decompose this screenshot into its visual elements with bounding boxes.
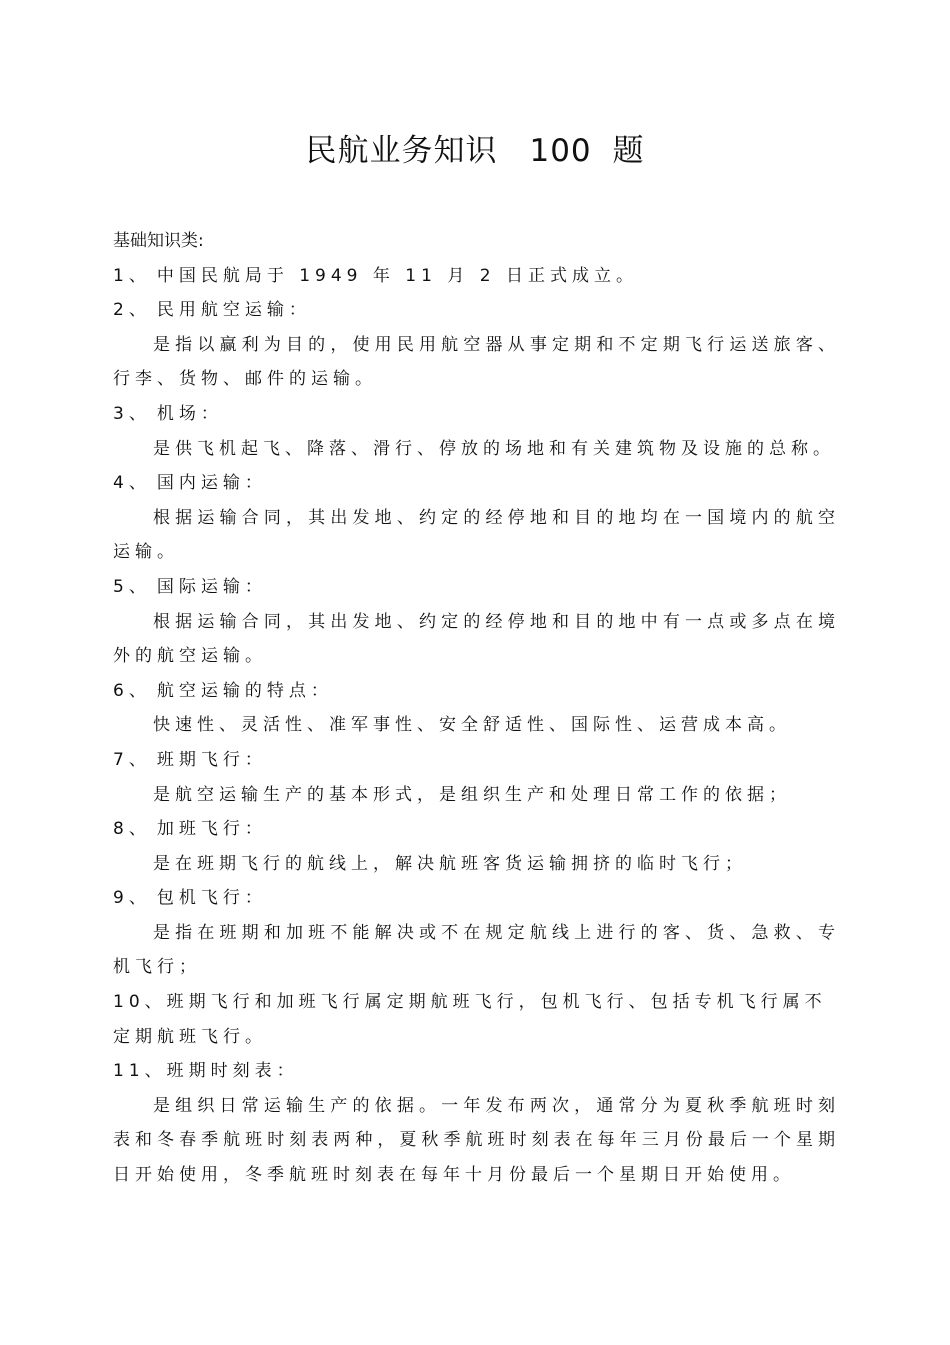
item-7: [113, 743, 840, 778]
item-body: 根据运输合同，其出发地、约定的经停地和目的地中有一点或多点在境外的航空运输。: [113, 611, 840, 667]
item-body: 快速性、灵活性、准军事性、安全舒适性、国际性、运营成本高。: [153, 715, 791, 736]
item-number: 1、: [113, 265, 151, 286]
item-heading: 包机飞行：: [156, 888, 267, 909]
item-number: 10、: [113, 992, 167, 1013]
item-11: [113, 1054, 840, 1089]
item-heading: 机场：: [156, 403, 223, 424]
item-10: [113, 985, 840, 1054]
item-number: 11、: [113, 1061, 167, 1082]
item-number: 8、: [113, 819, 151, 840]
item-9: [113, 881, 840, 916]
item-number: 3、: [113, 403, 151, 424]
item-1: [113, 259, 840, 294]
item-body: 是指在班期和加班不能解决或不在规定航线上进行的客、货、急救、专机飞行；: [113, 922, 840, 978]
item-heading: 国内运输：: [156, 473, 267, 494]
item-body: 是指以赢利为目的，使用民用航空器从事定期和不定期飞行运送旅客、行李、货物、邮件的运输。: [113, 334, 840, 390]
item-3: [113, 397, 840, 432]
item-heading: 班期时刻表：: [166, 1061, 299, 1082]
item-heading: 民用航空运输：: [156, 300, 311, 321]
item-number: 2、: [113, 300, 151, 321]
item-4: [113, 466, 840, 501]
item-8: [113, 812, 840, 847]
item-body: 根据运输合同，其出发地、约定的经停地和目的地均在一国境内的航空运输。: [113, 507, 840, 563]
item-number: 9、: [113, 888, 151, 909]
document-body: [113, 224, 840, 1193]
item-body: 是组织日常运输生产的依据。一年发布两次，通常分为夏秋季航班时刻表和冬春季航班时刻表两种，夏秋季航班时刻表在每年三月份最后一个星期日开始使用，冬季航班时刻表在每年十月份最后一个星期日开始使用。: [113, 1095, 840, 1186]
item-heading: 加班飞行：: [156, 819, 267, 840]
item-heading: 国际运输：: [156, 576, 267, 597]
item-heading: 班期飞行和加班飞行属定期航班飞行，包机飞行、包括专机飞行属不定期航班飞行。: [113, 992, 827, 1047]
item-body: 是在班期飞行的航线上，解决航班客货运输拥挤的临时飞行；: [153, 853, 747, 874]
item-body: 是供飞机起飞、降落、滑行、停放的场地和有关建筑物及设施的总称。: [153, 438, 835, 459]
item-heading: 班期飞行：: [156, 749, 267, 770]
item-6: [113, 674, 840, 709]
item-number: 6、: [113, 680, 151, 701]
page-title: 民航业务知识 100 题: [305, 133, 645, 169]
item-heading: 中国民航局于 1949 年 11 月 2 日正式成立。: [156, 265, 638, 286]
item-heading: 航空运输的特点：: [156, 680, 333, 701]
item-5: [113, 570, 840, 605]
item-number: 7、: [113, 749, 151, 770]
item-number: 5、: [113, 576, 151, 597]
section-heading: 基础知识类:: [113, 231, 204, 251]
item-number: 4、: [113, 473, 151, 494]
item-2: [113, 293, 840, 328]
item-body: 是航空运输生产的基本形式，是组织生产和处理日常工作的依据；: [153, 784, 791, 805]
